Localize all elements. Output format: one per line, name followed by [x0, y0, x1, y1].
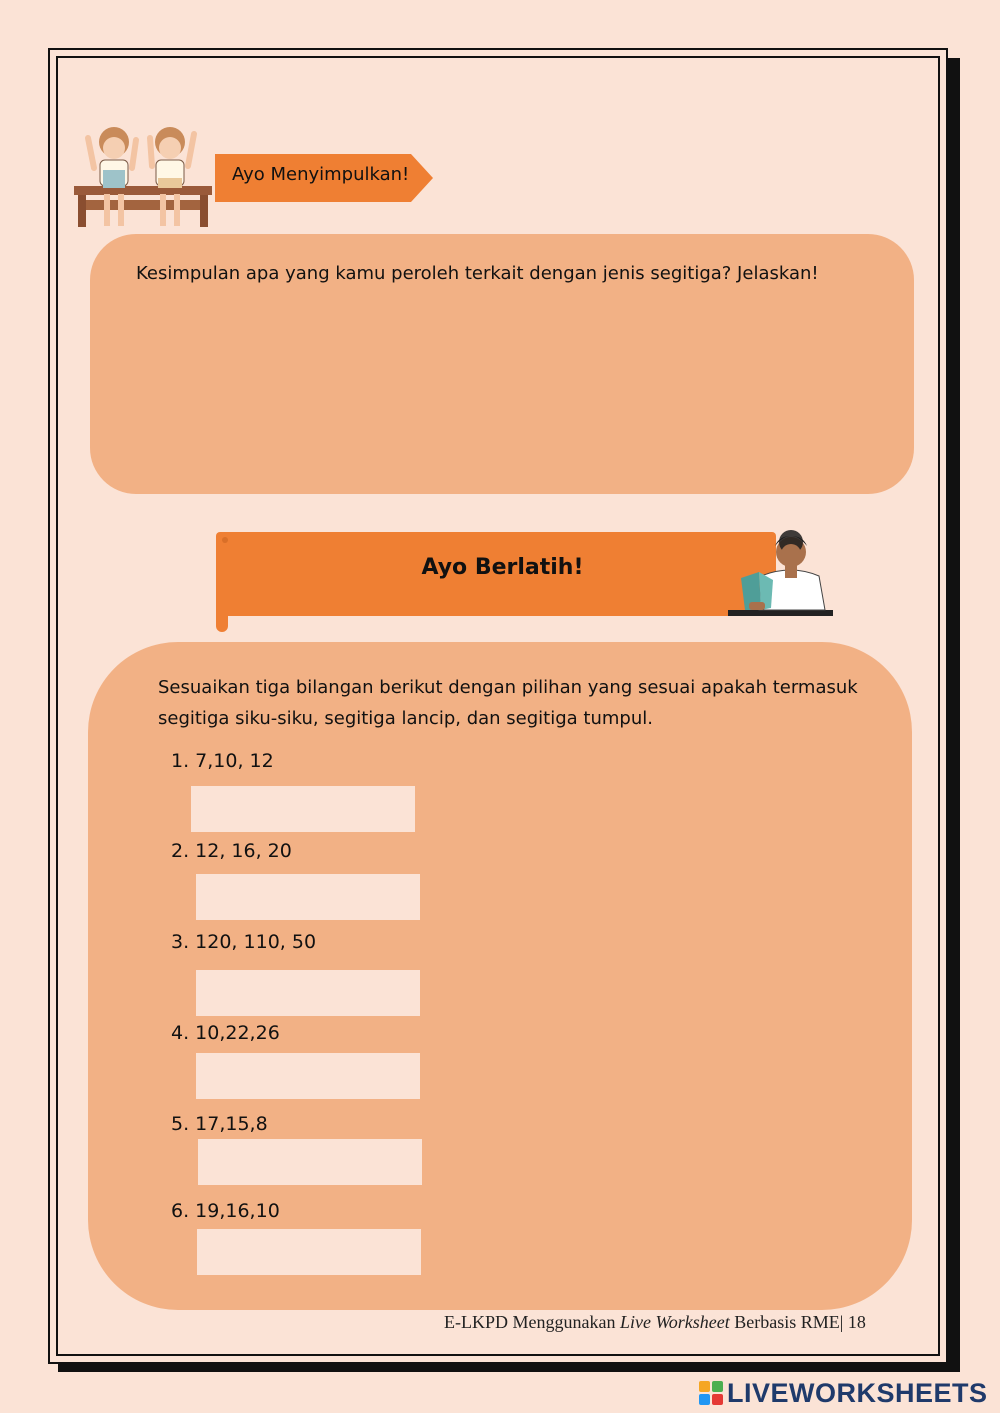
practice-title: Ayo Berlatih!	[421, 555, 584, 580]
footer-suffix: Berbasis RME| 18	[729, 1312, 866, 1332]
footer-italic: Live Worksheet	[619, 1312, 730, 1332]
conclusion-tag-label: Ayo Menyimpulkan!	[232, 164, 410, 185]
students-illustration	[72, 118, 217, 230]
item-label: 6. 19,16,10	[171, 1200, 280, 1222]
answer-field-5[interactable]	[198, 1139, 422, 1185]
item-label: 5. 17,15,8	[171, 1113, 268, 1135]
liveworksheets-logo	[699, 1378, 988, 1408]
item-label: 2. 12, 16, 20	[171, 840, 292, 862]
practice-instruction: Sesuaikan tiga bilangan berikut dengan pilihan yang sesuai apakah termasuk segitiga siku-siku, segitiga lancip, dan segitiga tumpul.	[158, 677, 858, 729]
liveworksheets-logo-text: LIVEWORKSHEETS	[727, 1377, 988, 1408]
answer-field-1[interactable]	[191, 786, 415, 832]
item-label: 4. 10,22,26	[171, 1022, 280, 1044]
conclusion-question: Kesimpulan apa yang kamu peroleh terkait dengan jenis segitiga? Jelaskan!	[136, 263, 819, 284]
answer-field-3[interactable]	[196, 970, 420, 1016]
answer-field-4[interactable]	[196, 1053, 420, 1099]
footer-prefix: E-LKPD Menggunakan	[444, 1312, 620, 1332]
liveworksheets-logo-icon	[699, 1381, 723, 1405]
item-label: 1. 7,10, 12	[171, 750, 274, 772]
item-label: 3. 120, 110, 50	[171, 931, 317, 953]
answer-field-6[interactable]	[197, 1229, 421, 1275]
page-footer	[444, 1310, 866, 1334]
answer-field-2[interactable]	[196, 874, 420, 920]
